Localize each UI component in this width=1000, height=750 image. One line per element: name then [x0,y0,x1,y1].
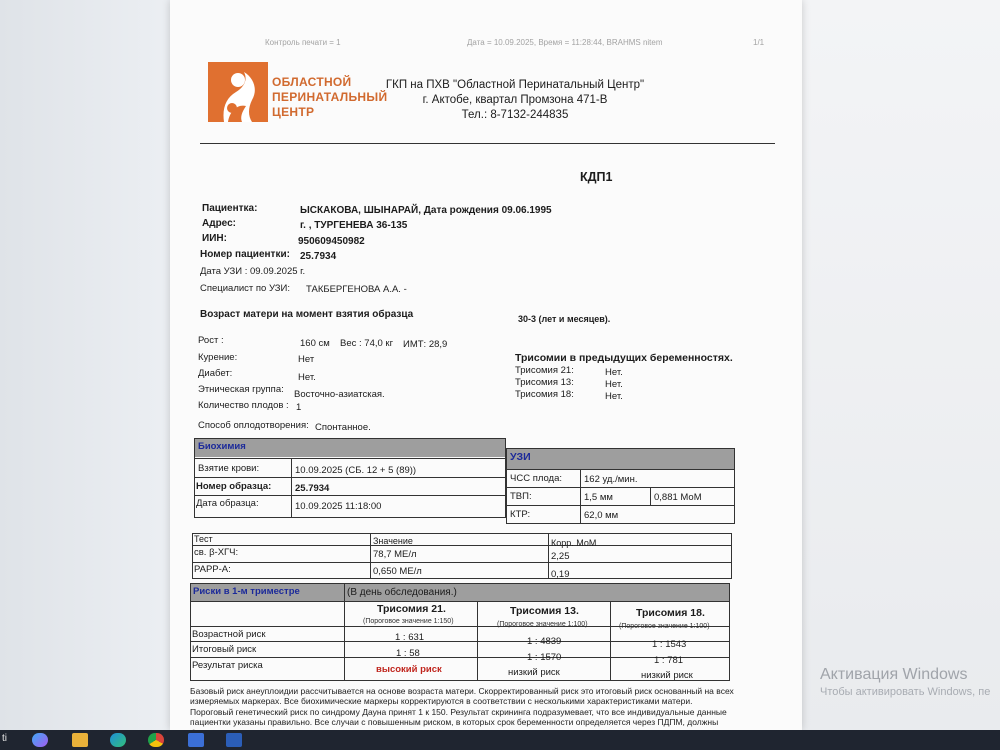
mother-age-label: Возраст матери на момент взятия образца [200,309,414,320]
mom-col-header: Корр. МоМ [551,538,597,548]
value-col-header: Значение [373,536,413,546]
uzi-date: Дата УЗИ : 09.09.2025 г. [200,266,306,277]
copilot-icon[interactable] [32,733,48,747]
t18-threshold: (Пороговое значение 1:100) [619,623,710,630]
viewer-background [800,0,1000,730]
t21-column-title: Трисомия 21. [377,603,446,615]
windows-activation-title: Активация Windows [820,666,968,683]
footnote: Базовый риск анеуплоидии рассчитывается на основе возраста матери. Скорректированный риск это итоговый риск основанный на всех измеряемых маркерах. Все биохимические маркеры корректируются в соответствии с несколькими характеристиками матери. Пороговый генетический риск по синдрому Дауна принят 1 к 150. Результат скрининга подразумевает, что все индивидуальные данные пациентки указаны правильно. Все случаи с повышенным риском, в которых срок беременности определяется через ПДПМ, должны [190,686,734,728]
perinatal-logo-icon [208,62,268,122]
risk-result-label: Результат риска [192,660,263,671]
logo-line-1: ОБЛАСТНОЙ [272,75,352,89]
blood-draw-value: 10.09.2025 (СБ. 12 + 5 (89)) [295,465,417,476]
diabetes-value: Нет. [298,372,316,383]
t21-total-risk: 1 : 58 [396,648,420,659]
org-name: ГКП на ПХВ "Областной Перинатальный Центр" [385,79,645,91]
app-icon[interactable] [188,733,204,747]
t13-total-risk: 1 : 1570 [527,652,562,663]
crl-value: 62,0 мм [584,510,619,521]
iin-label: ИИН: [202,233,227,244]
t18-result: низкий риск [641,670,693,681]
smoking-label: Курение: [198,352,238,363]
pappa-value: 0,650 МЕ/л [373,566,422,577]
conception-label: Способ оплодотворения: [198,420,309,431]
pappa-label: PAPP-A: [194,564,231,575]
t18-total-risk: 1 : 781 [654,655,684,666]
t13-result: низкий риск [508,667,560,678]
document-page [170,0,802,730]
fetal-hr-value: 162 уд./мин. [584,474,638,485]
sample-date-label: Дата образца: [196,498,259,509]
weight-value: Вес : 74,0 кг [340,338,394,349]
patient-number-value: 25.7934 [300,251,337,262]
pappa-mom: 0,19 [551,569,570,580]
fetal-hr-label: ЧСС плода: [510,473,563,484]
sample-number-label: Номер образца: [196,481,272,492]
mother-age-value: 30-3 (лет и месяцев). [518,314,611,324]
print-control: Контроль печати = 1 [265,38,341,47]
org-phone: Тел.: 8-7132-244835 [461,109,569,121]
chrome-icon[interactable] [148,733,164,747]
prev-t13-value: Нет. [605,379,623,390]
ethnic-value: Восточно-азиатская. [294,389,385,400]
patient-name-value: ЫСКАКОВА, ШЫНАРАЙ, Дата рождения 09.06.1995 [300,205,552,216]
smoking-value: Нет [298,354,315,365]
t13-threshold: (Пороговое значение 1:100) [497,621,588,628]
specialist-label: Специалист по УЗИ: [200,283,291,294]
t13-age-risk: 1 : 4839 [527,636,562,647]
nt-label: ТВП: [510,491,532,502]
document-title: КДП1 [580,170,613,184]
test-col-header: Тест [194,534,213,544]
ethnic-label: Этническая группа: [198,384,284,395]
sample-number-value: 25.7934 [295,483,330,494]
nt-value: 1,5 мм [584,492,613,503]
age-risk-label: Возрастной риск [192,629,266,640]
fetus-count-label: Количество плодов : [198,400,289,411]
bmi-value: ИМТ: 28,9 [403,339,448,350]
nt-mom: 0,881 МоМ [654,492,702,503]
hcg-mom: 2,25 [551,551,570,562]
taskbar [0,730,1000,750]
hcg-value: 78,7 МЕ/л [373,549,417,560]
height-label: Рост : [198,335,224,346]
t21-threshold: (Пороговое значение 1:150) [363,618,454,625]
prev-t21-label: Трисомия 21: [515,365,574,376]
diabetes-label: Диабет: [198,368,233,379]
logo-text [272,75,387,120]
page-counter: 1/1 [753,38,765,47]
conception-value: Спонтанное. [315,422,371,433]
crl-label: КТР: [510,509,531,520]
taskbar-left-text: ti [2,733,7,744]
prev-t13-label: Трисомия 13: [515,377,574,388]
address-label: Адрес: [202,218,236,229]
address-value: г. , ТУРГЕНЕВА 36-135 [300,220,408,231]
file-explorer-icon[interactable] [72,733,88,747]
biochem-title: Биохимия [198,441,246,452]
total-risk-label: Итоговый риск [192,644,257,655]
patient-name-label: Пациентка: [202,203,258,214]
logo-line-2: ПЕРИНАТАЛЬНЫЙ [272,90,388,104]
risk-subtitle: (В день обследования.) [347,587,457,598]
t13-column-title: Трисомия 13. [510,605,579,617]
logo-line-3: ЦЕНТР [272,105,315,119]
prev-trisomy-title: Трисомии в предыдущих беременностях. [515,352,733,364]
specialist-value: ТАКБЕРГЕНОВА А.А. - [306,284,407,295]
prev-t18-label: Трисомия 18: [515,389,574,400]
org-address: г. Актобе, квартал Промзона 471-В [422,94,608,106]
prev-t18-value: Нет. [605,391,623,402]
iin-value: 950609450982 [298,236,365,247]
word-icon[interactable] [226,733,242,747]
prev-t21-value: Нет. [605,367,623,378]
print-datetime: Дата = 10.09.2025, Время = 11:28:44, BRAHMS nitem [467,38,663,47]
header-divider [200,143,775,144]
hcg-label: св. β-ХГЧ: [194,547,239,558]
patient-number-label: Номер пациентки: [200,249,290,260]
height-value: 160 см [300,338,330,349]
uzi-title: УЗИ [510,451,531,463]
t18-age-risk: 1 : 1543 [652,639,687,650]
windows-activation-subtitle: Чтобы активировать Windows, пе [820,686,991,698]
fetus-count-value: 1 [296,402,302,413]
blood-draw-label: Взятие крови: [198,463,260,474]
t21-result: высокий риск [376,664,442,675]
t18-column-title: Трисомия 18. [636,607,705,619]
sample-date-value: 10.09.2025 11:18:00 [295,501,382,512]
organization-info [385,78,645,123]
risk-title: Риски в 1-м триместре [193,586,300,597]
edge-icon[interactable] [110,733,126,747]
t21-age-risk: 1 : 631 [395,632,425,643]
